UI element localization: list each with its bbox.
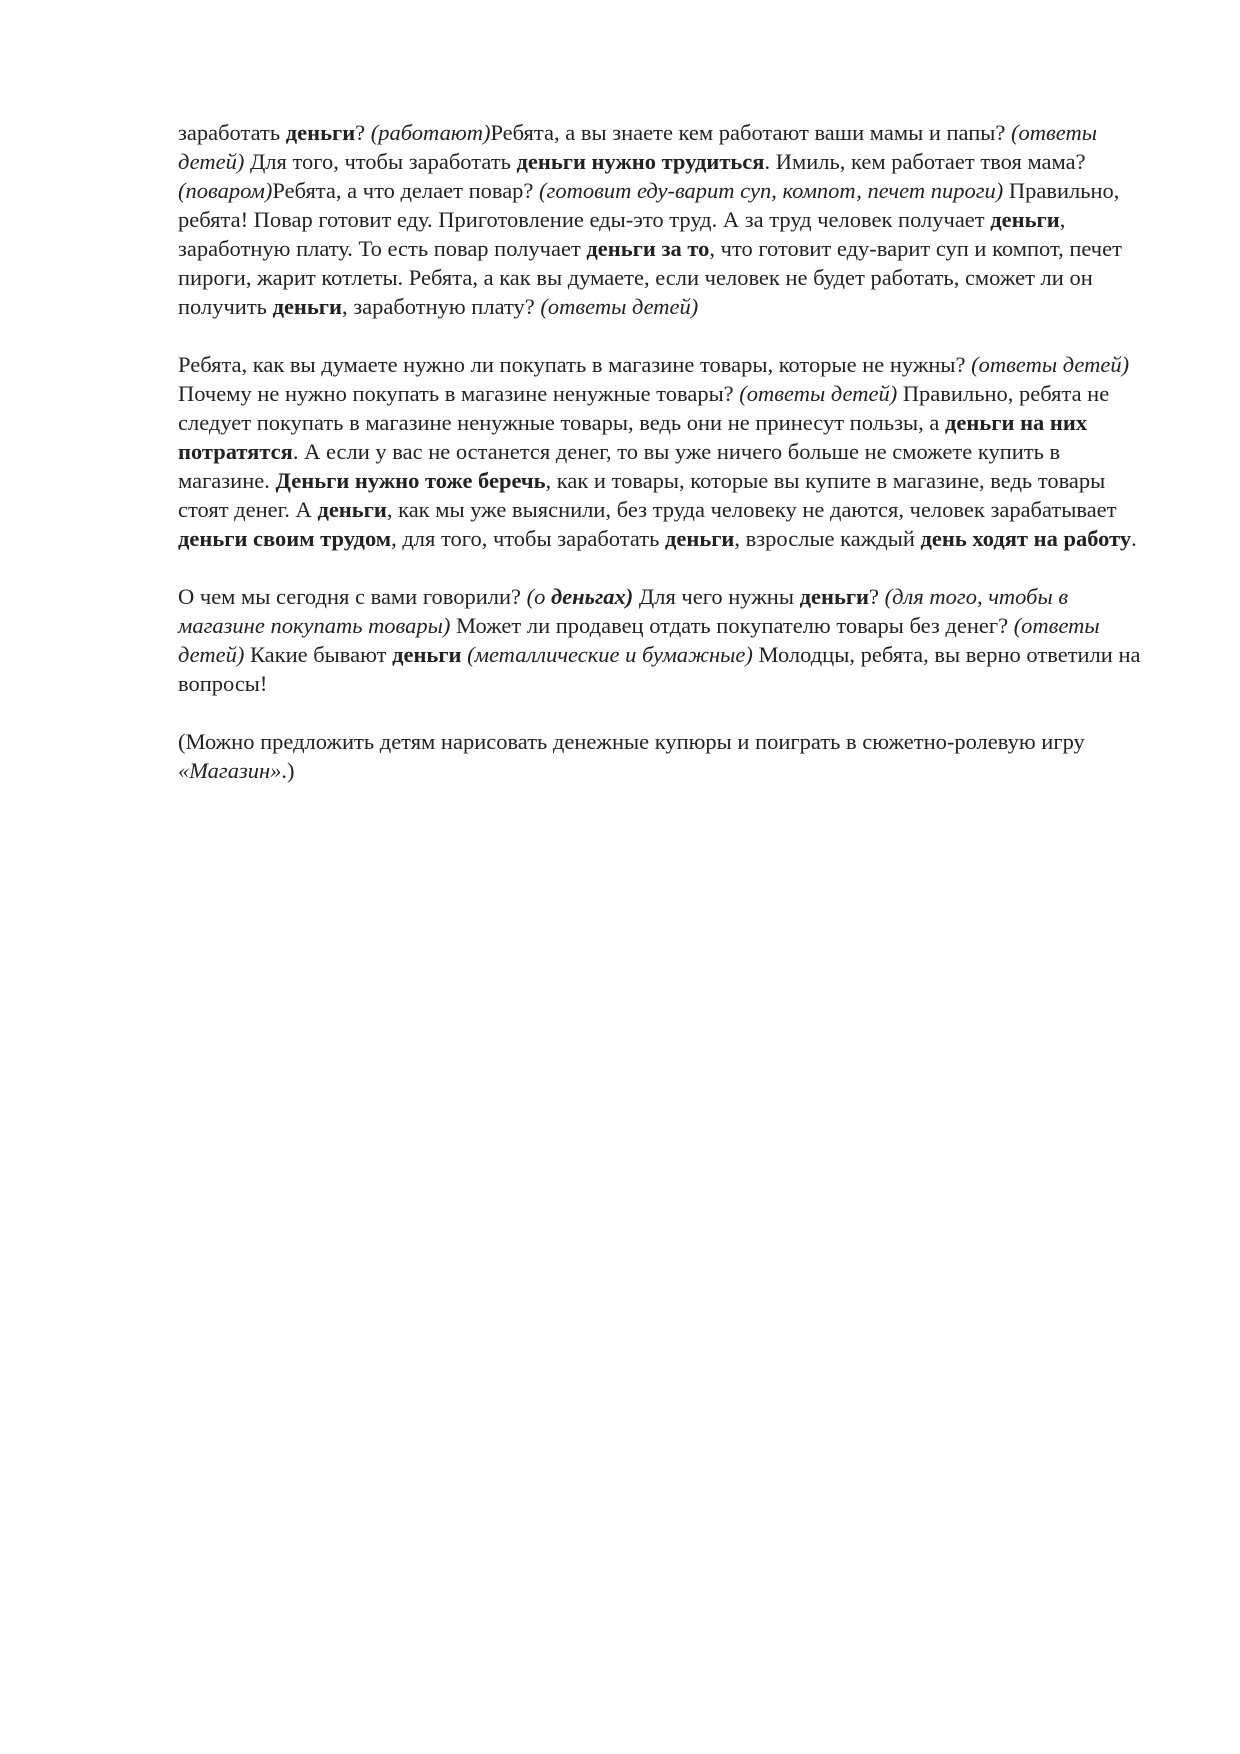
bold-text-run: деньги на них потратятся: [178, 410, 1088, 464]
text-run: (Можно предложить детям нарисовать денежные купюры и поиграть в сюжетно-ролевую игру: [178, 729, 1085, 754]
text-run: Какие бывают: [244, 642, 393, 667]
italic-text-run: (готовит еду-варит суп, компот, печет пироги): [539, 178, 1004, 203]
text-run: ?: [869, 584, 885, 609]
text-run: , для того, чтобы заработать: [391, 526, 665, 551]
bold-text-run: деньги: [392, 642, 462, 667]
italic-text-run: (ответы детей): [540, 294, 699, 319]
text-run: Ребята, как вы думаете нужно ли покупать в магазине товары, которые не нужны?: [178, 352, 972, 377]
text-run: Ребята, а вы знаете кем работают ваши мамы и папы?: [490, 120, 1012, 145]
text-run: Ребята, а что делает повар?: [272, 178, 540, 203]
italic-text-run: (для того, чтобы в магазине покупать товары): [178, 584, 1069, 638]
italic-text-run: (ответы детей): [739, 381, 898, 406]
bold-text-run: Деньги нужно тоже беречь: [275, 468, 546, 493]
italic-text-run: «Магазин»: [178, 758, 282, 783]
text-run: . Имиль, кем работает твоя мама?: [764, 149, 1086, 174]
text-run: Молодцы, ребята, вы верно ответили на вопросы!: [178, 642, 1141, 696]
text-run: , заработную плату. То есть повар получает: [178, 207, 1066, 261]
italic-text-run: (о: [526, 584, 552, 609]
text-run: .): [281, 758, 295, 783]
text-run: Правильно, ребята! Повар готовит еду. Приготовление еды-это труд. А за труд человек получает: [178, 178, 1120, 232]
italic-text-run: (ответы детей): [178, 613, 1100, 667]
text-run: О чем мы сегодня с вами говорили?: [178, 584, 527, 609]
paragraph: [178, 350, 1148, 553]
bold-text-run: деньги своим трудом: [178, 526, 392, 551]
bold-text-run: деньги: [990, 207, 1060, 232]
text-run: Правильно, ребята не следует покупать в магазине ненужные товары, ведь они не принесут пользы, а: [178, 381, 1110, 435]
bold-text-run: день ходят на работу: [920, 526, 1132, 551]
text-run: ?: [355, 120, 371, 145]
text-run: заработать: [178, 120, 286, 145]
bold-text-run: деньги: [272, 294, 342, 319]
italic-text-run: (металлические и бумажные): [467, 642, 753, 667]
text-run: Может ли продавец отдать покупателю товары без денег?: [450, 613, 1014, 638]
text-run: , как и товары, которые вы купите в магазине, ведь товары стоят денег. А: [178, 468, 1106, 522]
bold-text-run: деньги нужно трудиться: [516, 149, 765, 174]
italic-text-run: (поваром): [178, 178, 273, 203]
italic-text-run: (работают): [370, 120, 491, 145]
paragraph: [178, 582, 1148, 698]
text-run: . А если у вас не останется денег, то вы уже ничего больше не сможете купить в магазине.: [178, 439, 1061, 493]
bold-text-run: деньги: [285, 120, 356, 145]
text-run: Для того, чтобы заработать: [244, 149, 517, 174]
text-run: .: [1131, 526, 1137, 551]
paragraph: [178, 727, 1148, 785]
bold-text-run: деньги: [664, 526, 735, 551]
text-run: , взрослые каждый: [734, 526, 921, 551]
paragraph: [178, 118, 1148, 321]
text-run: , как мы уже выяснили, без труда человеку не даются, человек зарабатывает: [386, 497, 1117, 522]
italic-text-run: (ответы детей): [971, 352, 1130, 377]
text-run: , что готовит еду-варит суп и компот, печет пироги, жарит котлеты. Ребята, а как вы думаете, если человек не будет работать, сможет ли он получить: [178, 236, 1122, 319]
document-body: [178, 118, 1148, 814]
text-run: , заработную плату?: [341, 294, 541, 319]
text-run: Для чего нужны: [633, 584, 800, 609]
bold-text-run: деньги за то: [586, 236, 710, 261]
text-run: Почему не нужно покупать в магазине ненужные товары?: [178, 381, 740, 406]
italic-text-run: (ответы детей): [178, 120, 1097, 174]
bold-text-run: деньги: [317, 497, 387, 522]
bold-italic-text-run: деньгах): [551, 584, 634, 609]
bold-text-run: деньги: [799, 584, 870, 609]
